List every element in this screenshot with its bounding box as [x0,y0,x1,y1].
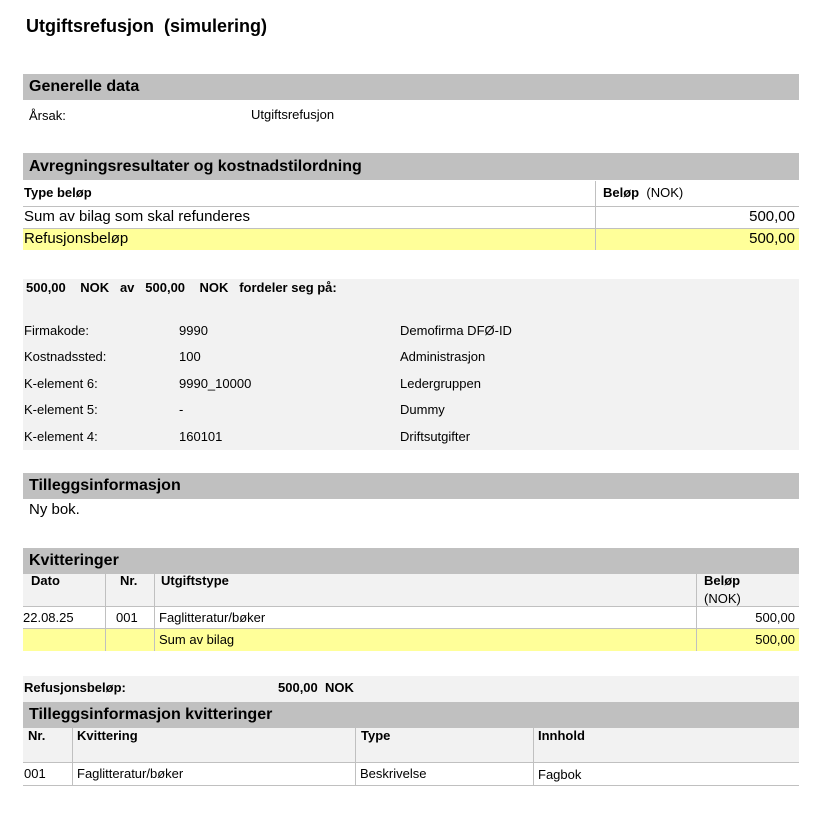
col-header-expense-type: Utgiftstype [161,573,229,588]
cause-value: Utgiftsrefusjon [251,107,335,122]
receipts-sum-amount: 500,00 [755,632,795,647]
dist-label: K-element 5: [24,402,98,417]
receipt-date: 22.08.25 [23,610,74,625]
dist-name: Administrasjon [400,349,486,364]
dist-label: K-element 6: [24,376,98,391]
dist-label: Kostnadssted: [24,349,107,364]
dist-name: Driftsutgifter [400,429,471,444]
receipt-info-content: Fagbok [538,767,582,782]
section-header-extra-info: Tilleggsinformasjon [23,473,799,499]
col-header-content: Innhold [538,728,585,743]
dist-code: 9990 [179,323,208,338]
refund-amount [278,680,354,695]
settlement-row-amount: 500,00 [749,208,795,225]
dist-code: - [179,402,184,417]
settlement-row-label: Refusjonsbeløp [24,230,129,247]
dist-code: 100 [179,349,201,364]
receipt-nr: 001 [116,610,138,625]
dist-label: Firmakode: [24,323,90,338]
receipt-info-type: Beskrivelse [360,766,427,781]
settlement-row-label: Sum av bilag som skal refunderes [24,208,250,225]
dist-name: Ledergruppen [400,376,481,391]
dist-code: 9990_10000 [179,376,252,391]
distribution-currency2: NOK [199,280,229,295]
receipt-info-receipt: Faglitteratur/bøker [77,766,184,781]
col-header-currency: (NOK) [704,591,741,606]
section-header-receipts: Kvitteringer [23,548,799,574]
col-header-amount [603,185,683,200]
refund-amount-value: 500,00 [278,680,318,695]
refund-currency: NOK [325,680,354,695]
settlement-row-amount: 500,00 [749,230,795,247]
receipts-sum-label: Sum av bilag [159,632,235,647]
distribution-summary [26,280,337,295]
distribution-amount2: 500,00 [145,280,186,295]
dist-name: Dummy [400,402,445,417]
receipt-info-nr: 001 [24,766,46,781]
col-header-nr: Nr. [120,573,138,588]
cause-label: Årsak: [29,108,66,123]
distribution-amount1: 500,00 [26,280,66,295]
distribution-of: av [119,280,135,295]
distribution-currency1: NOK [80,280,110,295]
dist-code: 160101 [179,429,223,444]
page-title: Utgiftsrefusjon (simulering) [26,16,268,36]
refund-label: Refusjonsbeløp: [24,680,126,695]
col-header-amount-label: Beløp [603,185,640,200]
extra-info-text: Ny bok. [29,501,80,518]
col-header-amount: Beløp [704,573,741,588]
receipt-type: Faglitteratur/bøker [159,610,266,625]
section-header-receipt-info: Tilleggsinformasjon kvitteringer [23,702,799,728]
dist-name: Demofirma DFØ-ID [400,323,512,338]
col-header-type: Type [361,728,391,743]
col-header-receipt: Kvittering [77,728,138,743]
dist-label: K-element 4: [24,429,98,444]
section-header-settlement: Avregningsresultater og kostnadstilordning [23,153,799,180]
col-header-date: Dato [31,573,60,588]
col-header-currency: (NOK) [646,185,684,200]
receipt-amount: 500,00 [755,610,795,625]
distribution-suffix: fordeler seg på: [239,280,337,295]
section-header-general: Generelle data [23,74,799,100]
col-header-nr: Nr. [28,728,46,743]
col-header-type: Type beløp [24,185,92,200]
